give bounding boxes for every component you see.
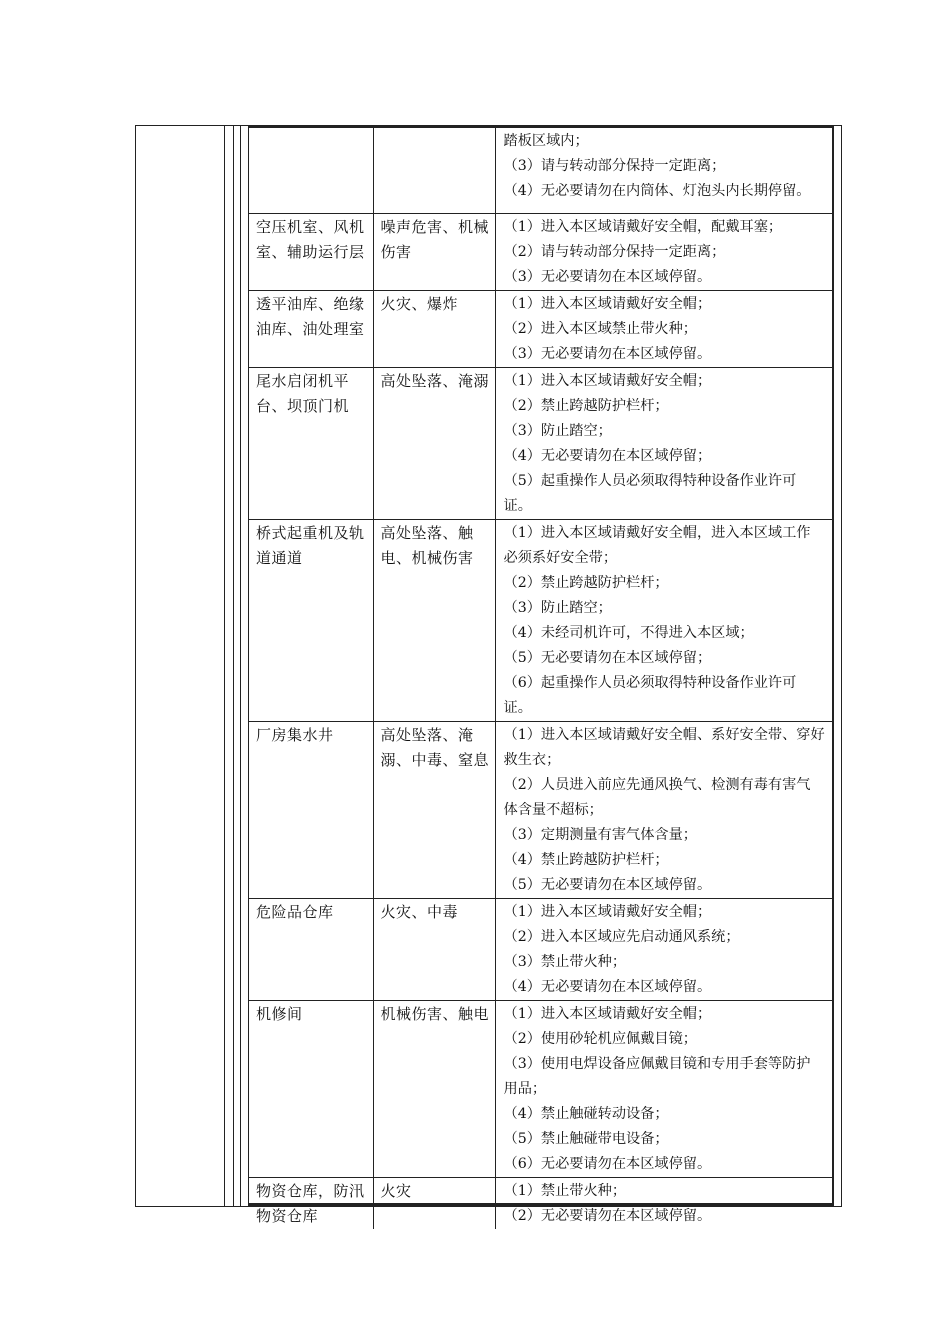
measure-line: （3）防止踏空； [503, 422, 612, 439]
measure-line: （2）人员进入前应先通风换气、检测有毒有害气 [503, 776, 811, 793]
measure-line: （5）起重操作人员必须取得特种设备作业许可 [503, 472, 797, 489]
hazard-cell: 噪声危害、机械伤害 [373, 213, 495, 290]
measure-line: （3）无必要请勿在本区域停留。 [503, 345, 712, 362]
table-row [249, 898, 832, 1000]
table-row [249, 128, 832, 213]
measure-line: （6）无必要请勿在本区域停留。 [503, 1155, 712, 1172]
measure-line: （3）防止踏空； [503, 599, 612, 616]
measures-cell [495, 1177, 832, 1229]
measure-line: 必须系好安全带； [503, 549, 618, 566]
area-cell: 厂房集水井 [249, 721, 373, 898]
measure-line: （4）无必要请勿在内筒体、灯泡头内长期停留。 [503, 183, 811, 199]
table-row [249, 1177, 832, 1229]
measure-line: （6）起重操作人员必须取得特种设备作业许可 [503, 674, 797, 691]
outer-column-divider [224, 126, 225, 1206]
hazard-cell: 高处坠落、淹溺、中毒、窒息 [373, 721, 495, 898]
measure-line: （2）进入本区域应先启动通风系统； [503, 928, 740, 945]
hazard-cell: 机械伤害、触电 [373, 1000, 495, 1177]
measures-cell [495, 898, 832, 1000]
measures-cell [495, 519, 832, 721]
table-row [249, 1000, 832, 1177]
area-cell: 透平油库、绝缘油库、油处理室 [249, 290, 373, 367]
measure-line: （2）无必要请勿在本区域停留。 [503, 1207, 712, 1224]
measure-line: 踏板区域内； [503, 133, 589, 149]
measure-line: （2）进入本区域禁止带火种； [503, 320, 697, 337]
area-cell: 物资仓库，防汛物资仓库 [249, 1177, 373, 1229]
measure-line: （5）无必要请勿在本区域停留。 [503, 876, 712, 893]
outer-column-divider [240, 126, 241, 1206]
area-cell: 尾水启闭机平台、坝顶门机 [249, 367, 373, 519]
hazard-cell: 火灾 [373, 1177, 495, 1229]
measure-line: （2）使用砂轮机应佩戴目镜； [503, 1030, 697, 1047]
area-cell: 桥式起重机及轨道通道 [249, 519, 373, 721]
measure-line: （4）禁止触碰转动设备； [503, 1105, 669, 1122]
measure-line: 用品； [503, 1080, 547, 1097]
measures-cell [495, 367, 832, 519]
measure-line: （1）进入本区域请戴好安全帽； [503, 295, 712, 312]
measure-line: 体含量不超标； [503, 801, 603, 818]
outer-column-divider [233, 126, 234, 1206]
measure-line: （1）进入本区域请戴好安全帽； [503, 1005, 712, 1022]
measure-line: （1）进入本区域请戴好安全帽，配戴耳塞； [503, 218, 783, 235]
measures-cell [495, 721, 832, 898]
measure-line: （4）无必要请勿在本区域停留； [503, 447, 712, 464]
area-cell: 空压机室、风机室、辅助运行层 [249, 213, 373, 290]
measure-line: （5）禁止触碰带电设备； [503, 1130, 669, 1147]
area-cell: 危险品仓库 [249, 898, 373, 1000]
hazard-cell: 高处坠落、触电、机械伤害 [373, 519, 495, 721]
hazard-cell: 火灾、爆炸 [373, 290, 495, 367]
table-row [249, 519, 832, 721]
measure-line: （1）进入本区域请戴好安全帽、系好安全带、穿好 [503, 726, 825, 743]
measure-line: （5）无必要请勿在本区域停留； [503, 649, 712, 666]
measure-line: 证。 [503, 497, 532, 514]
measures-cell [495, 290, 832, 367]
measure-line: 证。 [503, 699, 532, 716]
measure-line: （4）未经司机许可，不得进入本区域； [503, 624, 754, 641]
measure-line: （1）禁止带火种； [503, 1182, 627, 1199]
measures-cell [495, 128, 832, 213]
measure-line: （3）禁止带火种； [503, 953, 627, 970]
measure-line: （3）请与转动部分保持一定距离； [503, 158, 726, 174]
measure-line: （3）使用电焊设备应佩戴目镜和专用手套等防护 [503, 1055, 811, 1072]
area-cell: 机修间 [249, 1000, 373, 1177]
area-cell [249, 128, 373, 213]
measure-line: （2）禁止跨越防护栏杆； [503, 397, 669, 414]
hazard-table [248, 125, 834, 1225]
hazard-table-body [249, 128, 832, 1229]
measure-line: （2）禁止跨越防护栏杆； [503, 574, 669, 591]
hazard-cell: 火灾、中毒 [373, 898, 495, 1000]
measure-line: （2）请与转动部分保持一定距离； [503, 243, 726, 260]
measure-line: （3）定期测量有害气体含量； [503, 826, 697, 843]
measure-line: 救生衣； [503, 751, 561, 768]
table-row [249, 213, 832, 290]
measure-line: （4）禁止跨越防护栏杆； [503, 851, 669, 868]
measure-line: （1）进入本区域请戴好安全帽； [503, 903, 712, 920]
table-row [249, 290, 832, 367]
measure-line: （3）无必要请勿在本区域停留。 [503, 268, 712, 285]
measures-cell [495, 1000, 832, 1177]
measure-line: （1）进入本区域请戴好安全帽； [503, 372, 712, 389]
table-row [249, 721, 832, 898]
hazard-cell: 高处坠落、淹溺 [373, 367, 495, 519]
hazard-cell [373, 128, 495, 213]
table-row [249, 367, 832, 519]
measure-line: （1）进入本区域请戴好安全帽，进入本区域工作 [503, 524, 811, 541]
measures-cell [495, 213, 832, 290]
measure-line: （4）无必要请勿在本区域停留。 [503, 978, 712, 995]
